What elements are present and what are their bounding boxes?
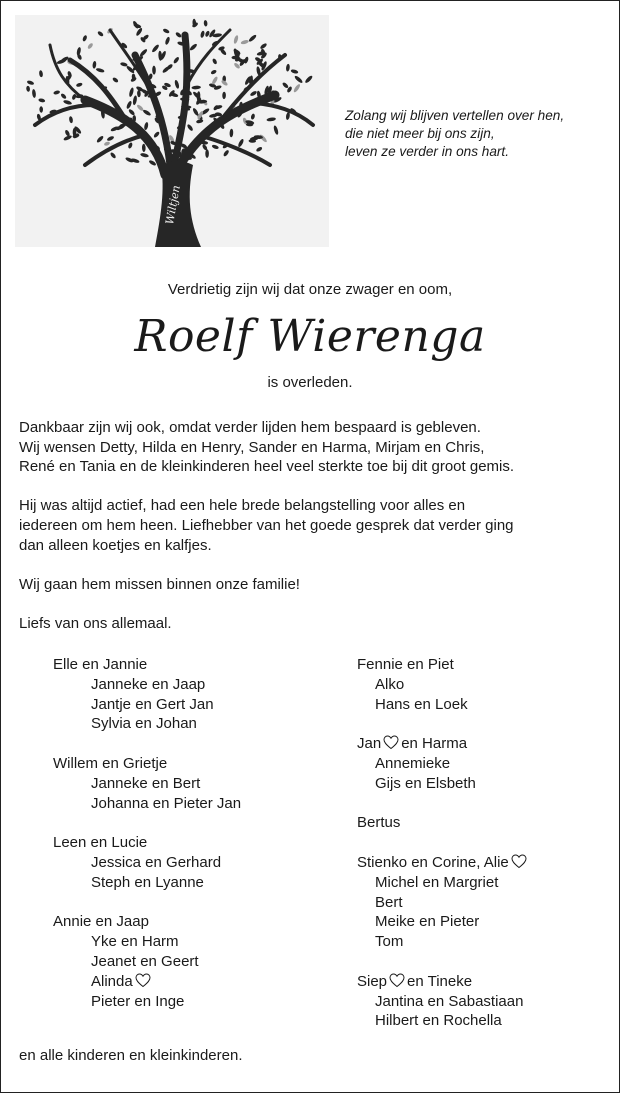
message-body bbox=[19, 418, 609, 634]
leaf-icon bbox=[97, 30, 104, 37]
leaf-icon bbox=[96, 67, 105, 73]
family-group bbox=[357, 813, 529, 833]
leaf-icon bbox=[69, 116, 74, 124]
leaf-icon bbox=[140, 152, 149, 158]
leaf-icon bbox=[128, 108, 136, 116]
family-child bbox=[53, 972, 241, 992]
leaf-icon bbox=[256, 146, 263, 152]
leaf-icon bbox=[203, 20, 207, 27]
heart-icon bbox=[383, 735, 399, 750]
leaf-icon bbox=[126, 100, 133, 109]
tree-signature: Wiltjen bbox=[163, 184, 183, 226]
family-group bbox=[357, 853, 529, 952]
family-child: Bert bbox=[375, 893, 403, 911]
tree-icon bbox=[15, 15, 329, 247]
family-child: Meike en Pieter bbox=[375, 913, 480, 931]
leaf-icon bbox=[240, 39, 249, 45]
leaf-icon bbox=[282, 82, 290, 89]
leaf-icon bbox=[164, 36, 170, 45]
closing-text: en alle kinderen en kleinkinderen. bbox=[19, 1047, 243, 1064]
leaf-icon bbox=[120, 62, 128, 67]
family-head: Elle en Jannie bbox=[53, 656, 148, 673]
families-left bbox=[53, 655, 241, 1031]
family-head: Annie en Jaap bbox=[53, 913, 149, 931]
leaf-icon bbox=[142, 144, 146, 152]
leaf-icon bbox=[63, 99, 72, 105]
leaf-icon bbox=[222, 92, 226, 99]
poem-line: die niet meer bij ons zijn, bbox=[345, 126, 495, 141]
leaf-icon bbox=[266, 117, 276, 122]
leaf-icon bbox=[27, 80, 35, 86]
family-group bbox=[53, 833, 241, 892]
leaf-icon bbox=[290, 69, 298, 75]
body-line: dan alleen koetjes en kalfjes. bbox=[19, 536, 212, 554]
leaf-icon bbox=[294, 75, 304, 84]
poem bbox=[345, 107, 564, 161]
family-head bbox=[357, 972, 529, 992]
family-head-part: en Harma bbox=[401, 735, 468, 753]
leaf-icon bbox=[152, 66, 156, 75]
leaf-icon bbox=[151, 44, 160, 53]
family-child: Jantina en Sabastiaan bbox=[375, 992, 524, 1010]
family-head: Willem en Grietje bbox=[53, 754, 168, 772]
family-child: Jantje en Gert Jan bbox=[91, 695, 214, 713]
leaf-icon bbox=[175, 31, 182, 38]
leaf-icon bbox=[112, 77, 119, 84]
body-line: Wij wensen Detty, Hilda en Henry, Sander en Harma, Mirjam en Chris, bbox=[19, 438, 485, 456]
family-child: Yke en Harm bbox=[91, 933, 179, 951]
leaf-icon bbox=[189, 43, 198, 52]
leaf-icon bbox=[233, 35, 239, 44]
leaf-icon bbox=[250, 113, 255, 120]
leaf-icon bbox=[32, 89, 37, 98]
family-child: Michel en Margriet bbox=[375, 873, 499, 891]
family-head: Leen en Lucie bbox=[53, 834, 148, 852]
family-child: Steph en Lyanne bbox=[91, 873, 204, 891]
leaf-icon bbox=[248, 34, 257, 43]
tree-illustration bbox=[15, 15, 329, 247]
leaf-icon bbox=[92, 61, 96, 69]
leaf-icon bbox=[196, 119, 204, 124]
leaf-icon bbox=[142, 109, 151, 117]
family-child: Tom bbox=[375, 933, 404, 951]
leaf-icon bbox=[249, 90, 257, 97]
family-child: Hans en Loek bbox=[375, 695, 468, 713]
leaf-icon bbox=[53, 90, 60, 95]
family-child: Jeanet en Geert bbox=[91, 952, 199, 970]
leaf-icon bbox=[139, 48, 148, 57]
leaf-icon bbox=[191, 85, 201, 89]
leaf-icon bbox=[237, 138, 244, 147]
poem-line: leven ze verder in ons hart. bbox=[345, 144, 509, 159]
leaf-icon bbox=[212, 58, 218, 65]
leaf-icon bbox=[229, 129, 233, 138]
leaf-icon bbox=[39, 106, 43, 112]
family-head bbox=[357, 853, 529, 873]
leaf-icon bbox=[39, 70, 44, 77]
family-child: Janneke en Bert bbox=[91, 774, 201, 792]
family-group bbox=[357, 734, 529, 793]
leaf-icon bbox=[211, 144, 219, 150]
leaf-icon bbox=[104, 141, 111, 146]
leaf-icon bbox=[132, 95, 137, 105]
leaf-icon bbox=[162, 65, 171, 74]
body-line: Wij gaan hem missen binnen onze familie! bbox=[19, 575, 300, 593]
family-child: Sylvia en Johan bbox=[91, 715, 197, 733]
leaf-icon bbox=[130, 158, 140, 164]
family-group bbox=[53, 912, 241, 1011]
leaf-icon bbox=[127, 142, 133, 149]
family-child: Jessica en Gerhard bbox=[91, 853, 222, 871]
heart-icon bbox=[389, 973, 405, 988]
leaf-icon bbox=[286, 64, 290, 72]
leaf-icon bbox=[110, 152, 117, 160]
leaf-icon bbox=[87, 42, 94, 49]
leaf-icon bbox=[96, 135, 104, 143]
family-group bbox=[53, 655, 241, 734]
leaf-icon bbox=[38, 98, 45, 103]
heart-icon bbox=[511, 854, 527, 869]
leaf-icon bbox=[259, 42, 267, 50]
family-child: Alko bbox=[375, 675, 405, 693]
leaf-icon bbox=[106, 135, 114, 141]
leaf-icon bbox=[82, 35, 88, 42]
body-line: Hij was altijd actief, had een hele brede belangstelling voor alles en bbox=[19, 497, 466, 515]
family-group bbox=[357, 655, 529, 714]
leaf-icon bbox=[153, 131, 160, 139]
leaf-icon bbox=[110, 126, 119, 133]
heart-icon bbox=[135, 973, 151, 988]
leaf-icon bbox=[233, 62, 241, 69]
deceased-text: is overleden. bbox=[267, 374, 353, 391]
leaf-icon bbox=[304, 75, 313, 84]
leaf-icon bbox=[210, 69, 217, 75]
family-head: Fennie en Piet bbox=[357, 656, 454, 673]
intro-text: Verdrietig zijn wij dat onze zwager en oom, bbox=[167, 281, 453, 298]
leaf-icon bbox=[273, 125, 279, 135]
leaf-icon bbox=[144, 122, 149, 131]
leaf-icon bbox=[173, 56, 180, 64]
leaf-icon bbox=[128, 87, 134, 97]
poem-line: Zolang wij blijven vertellen over hen, bbox=[345, 108, 565, 123]
body-line: Dankbaar zijn wij ook, omdat verder lijden hem bespaard is gebleven. bbox=[19, 419, 481, 436]
family-group bbox=[357, 972, 529, 1031]
family-child-name: Alinda bbox=[91, 972, 133, 990]
families-right bbox=[357, 655, 529, 1051]
leaf-icon bbox=[162, 28, 170, 34]
family-child: Annemieke bbox=[375, 754, 451, 772]
leaf-icon bbox=[174, 79, 180, 89]
leaf-icon bbox=[205, 149, 209, 158]
family-head-part: Siep bbox=[357, 972, 388, 990]
body-line: René en Tania en de kleinkinderen heel veel sterkte toe bij dit groot gemis. bbox=[19, 458, 515, 476]
leaf-icon bbox=[135, 27, 143, 36]
leaf-icon bbox=[200, 30, 205, 38]
leaf-icon bbox=[223, 149, 230, 157]
leaf-icon bbox=[26, 86, 30, 92]
family-child: Janneke en Jaap bbox=[91, 675, 206, 693]
family-child: Hilbert en Rochella bbox=[375, 1012, 502, 1030]
deceased-name: Roelf Wierenga bbox=[134, 311, 486, 362]
family-head: Bertus bbox=[357, 814, 401, 832]
family-child: Johanna en Pieter Jan bbox=[91, 794, 242, 812]
body-line: iedereen om hem heen. Liefhebber van het goede gesprek dat verder ging bbox=[19, 516, 514, 534]
leaf-icon bbox=[293, 83, 301, 93]
family-child: Gijs en Elsbeth bbox=[375, 774, 476, 792]
family-child: Pieter en Inge bbox=[91, 992, 185, 1010]
leaf-icon bbox=[76, 82, 83, 87]
family-group bbox=[53, 754, 241, 813]
leaf-icon bbox=[60, 93, 67, 100]
body-line: Liefs van ons allemaal. bbox=[19, 614, 172, 632]
leaf-icon bbox=[186, 123, 193, 131]
family-head-part: Jan bbox=[357, 735, 382, 753]
family-head bbox=[357, 734, 529, 754]
family-head-part: en Tineke bbox=[407, 972, 473, 990]
family-head-part: Stienko en Corine, Alie bbox=[357, 853, 509, 871]
